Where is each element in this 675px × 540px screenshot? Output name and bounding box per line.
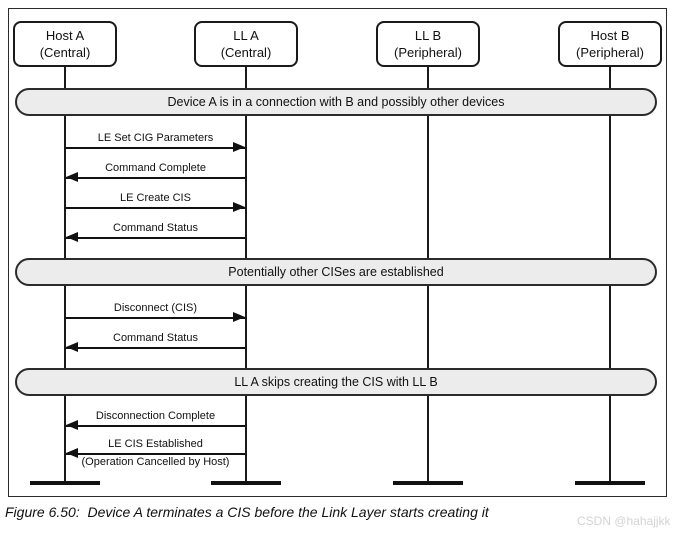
arrowhead-left-icon (66, 448, 78, 458)
message-command-complete (66, 162, 245, 179)
message-label: Disconnection Complete (95, 410, 216, 422)
message-le-set-cig-parameters (66, 132, 245, 149)
message-arrow-line (66, 425, 245, 427)
arrowhead-left-icon (66, 172, 78, 182)
termination-bar-ll-a (211, 481, 281, 485)
figure-caption: Figure 6.50: Device A terminates a CIS before the Link Layer starts creating it (5, 504, 489, 520)
message-sublabel: (Operation Cancelled by Host) (81, 456, 230, 468)
actor-name: LL B (414, 28, 442, 43)
termination-bar-host-b (575, 481, 645, 485)
banner-other-cises (15, 258, 657, 286)
actor-box-host-a (13, 21, 117, 67)
arrowhead-left-icon (66, 420, 78, 430)
termination-bar-ll-b (393, 481, 463, 485)
arrowhead-left-icon (66, 342, 78, 352)
message-arrow-line (66, 207, 245, 209)
termination-bar-host-a (30, 481, 100, 485)
message-label: Disconnect (CIS) (113, 302, 198, 314)
actor-box-ll-b (376, 21, 480, 67)
message-arrow-line (66, 453, 245, 455)
message-arrow-line (66, 147, 245, 149)
message-command-status-2 (66, 332, 245, 349)
actor-box-host-b (558, 21, 662, 67)
message-label: Command Status (113, 332, 198, 344)
actor-role: (Peripheral) (576, 45, 644, 60)
arrowhead-right-icon (233, 312, 245, 322)
message-arrow-line (66, 347, 245, 349)
message-label: LE Set CIG Parameters (97, 132, 214, 144)
actor-role: (Central) (39, 45, 91, 60)
message-label: Command Status (113, 222, 198, 234)
message-le-create-cis (66, 192, 245, 209)
banner-text: Device A is in a connection with B and possibly other devices (167, 95, 505, 109)
message-label: LE CIS Established (108, 438, 203, 450)
message-le-cis-established (66, 438, 245, 469)
watermark-text: CSDN @hahajjkk (577, 514, 671, 528)
message-label: Command Complete (105, 162, 206, 174)
banner-connection-established (15, 88, 657, 116)
actor-name: Host B (590, 28, 630, 43)
banner-text: Potentially other CISes are established (228, 265, 444, 279)
arrowhead-right-icon (233, 202, 245, 212)
actor-box-ll-a (194, 21, 298, 67)
actor-role: (Central) (220, 45, 272, 60)
arrowhead-right-icon (233, 142, 245, 152)
message-command-status-1 (66, 222, 245, 239)
banner-text: LL A skips creating the CIS with LL B (234, 375, 438, 389)
actor-name: Host A (45, 28, 85, 43)
message-disconnection-complete (66, 410, 245, 427)
arrowhead-left-icon (66, 232, 78, 242)
message-arrow-line (66, 237, 245, 239)
message-disconnect-cis (66, 302, 245, 319)
message-label: LE Create CIS (120, 192, 191, 204)
actor-role: (Peripheral) (394, 45, 462, 60)
banner-skip-cis (15, 368, 657, 396)
message-arrow-line (66, 317, 245, 319)
actor-name: LL A (233, 28, 259, 43)
message-arrow-line (66, 177, 245, 179)
